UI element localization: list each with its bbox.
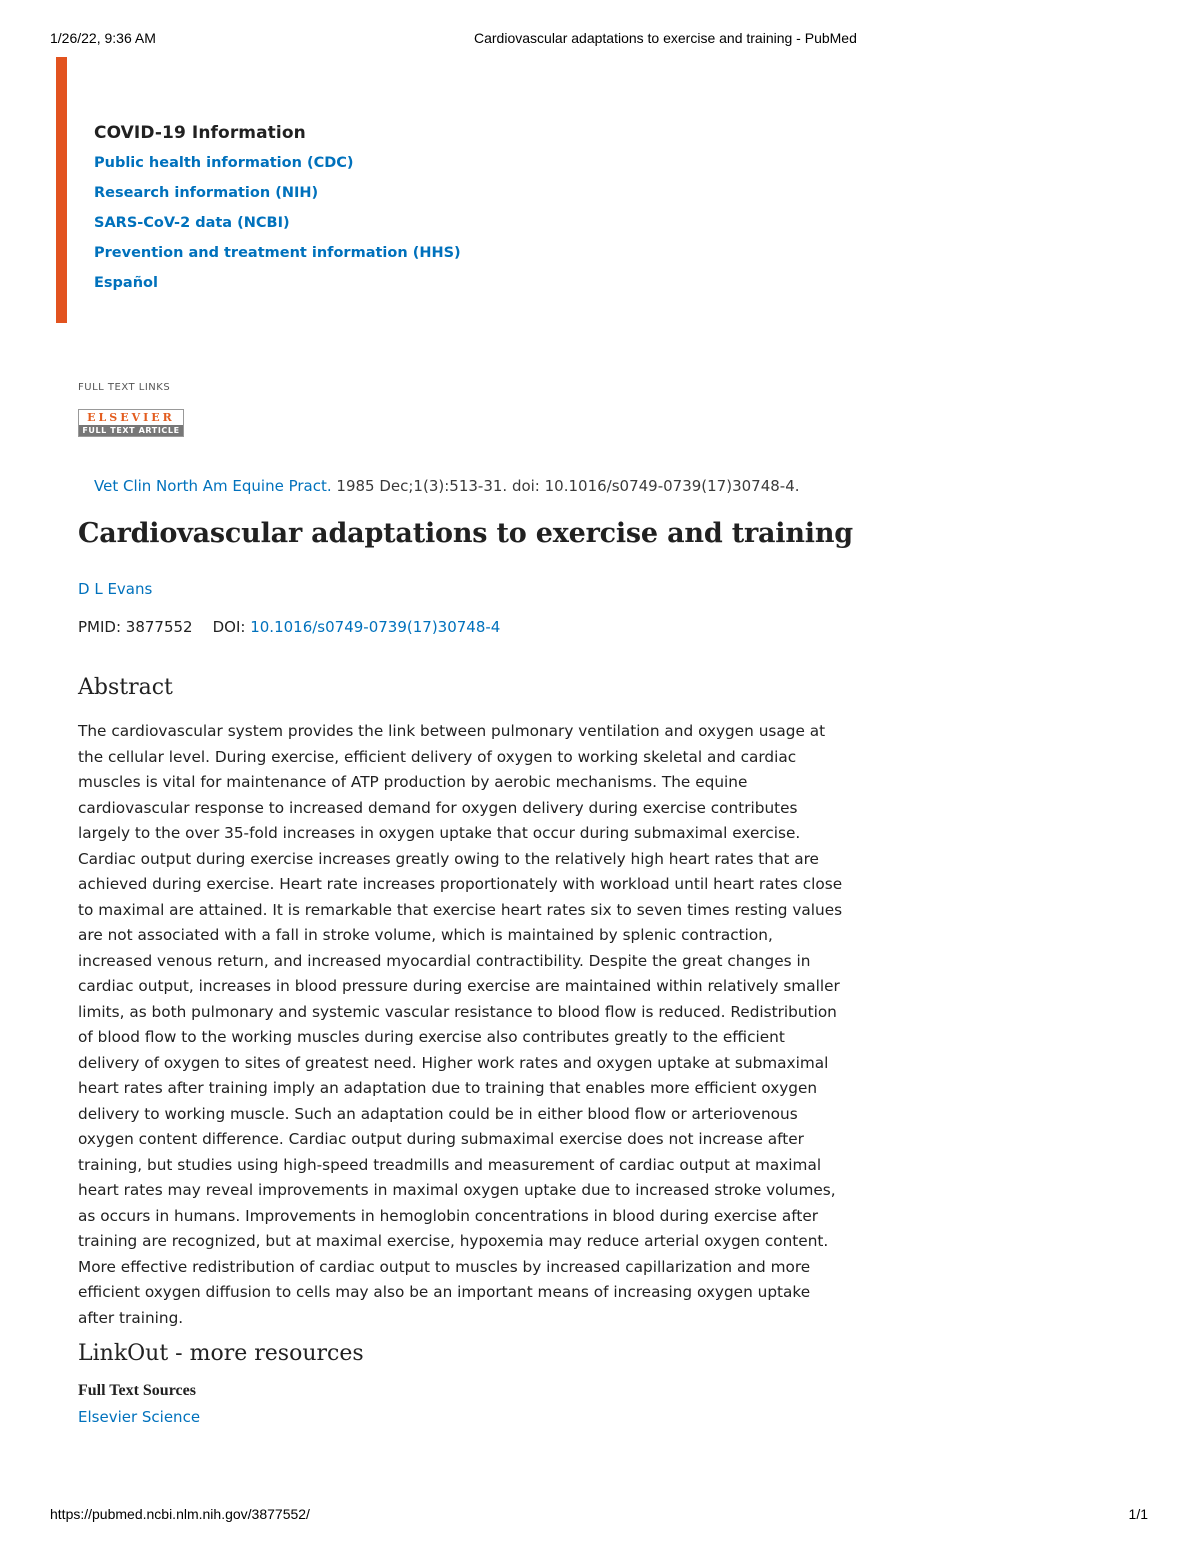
article-identifiers [78,618,500,636]
full-text-links-label: FULL TEXT LINKS [78,382,171,393]
linkout-heading: LinkOut - more resources [78,1341,364,1366]
covid-link-hhs[interactable]: Prevention and treatment information (HHS) [94,245,461,261]
covid-link-nih[interactable]: Research information (NIH) [94,185,319,201]
pmid-value: 3877552 [125,618,193,636]
print-page-number: 1/1 [1128,1506,1148,1522]
abstract-heading: Abstract [78,675,173,700]
covid-info-banner [56,57,567,323]
elsevier-full-text-button[interactable] [78,409,184,437]
covid-link-espanol[interactable]: Español [94,275,158,291]
covid-links-list [94,155,461,305]
full-text-article-text: FULL TEXT ARTICLE [79,425,183,436]
print-url: https://pubmed.ncbi.nlm.nih.gov/3877552/ [50,1506,310,1522]
print-header [50,30,1150,50]
covid-link-item [94,185,461,215]
journal-link[interactable]: Vet Clin North Am Equine Pract. [94,477,332,495]
covid-link-item [94,155,461,185]
print-page-title: Cardiovascular adaptations to exercise and training - PubMed [474,30,857,46]
covid-link-item [94,275,461,305]
journal-citation [94,477,800,495]
abstract-text: The cardiovascular system provides the link between pulmonary ventilation and oxygen usage at the cellular level. During exercise, efficient delivery of oxygen to working skeletal and cardiac muscles is vital for maintenance of ATP production by aerobic mechanisms. The equine cardiovascular response to increased demand for oxygen delivery during exercise contributes largely to the over 35-fold increases in oxygen uptake that occur during submaximal exercise. Cardiac output during exercise increases greatly owing to the relatively high heart rates that are achieved during exercise. Heart rate increases proportionately with workload until heart rates close to maximal are attained. It is remarkable that exercise heart rates six to seven times resting values are not associated with a fall in stroke volume, which is maintained by splenic contraction, increased venous return, and increased myocardial contractibility. Despite the great changes in cardiac output, increases in blood pressure during exercise are maintained within relatively smaller limits, as both pulmonary and systemic vascular resistance to blood flow is reduced. Redistribution of blood flow to the working muscles during exercise also contributes greatly to the efficient delivery of oxygen to sites of greatest need. Higher work rates and oxygen uptake at submaximal heart rates after training imply an adaptation due to training that enables more efficient oxygen delivery to working muscle. Such an adaptation could be in either blood flow or arteriovenous oxygen content difference. Cardiac output during submaximal exercise does not increase after training, but studies using high-speed treadmills and measurement of cardiac output at maximal heart rates may reveal improvements in maximal oxygen uptake due to increased stroke volumes, as occurs in humans. Improvements in hemoglobin concentrations in blood during exercise after training are recognized, but at maximal exercise, hypoxemia may reduce arterial oxygen content. More effective redistribution of cardiac output to muscles by increased capillarization and more efficient oxygen diffusion to cells may also be an important means of increasing oxygen uptake after training. [78,722,843,1327]
covid-link-ncbi[interactable]: SARS-CoV-2 data (NCBI) [94,215,290,231]
citation-details: 1985 Dec;1(3):513-31. doi: 10.1016/s0749-0739(17)30748-4. [331,477,800,495]
print-footer [50,1506,1150,1526]
pmid-label: PMID: [78,618,126,636]
print-date: 1/26/22, 9:36 AM [50,30,156,46]
doi-link[interactable]: 10.1016/s0749-0739(17)30748-4 [250,618,501,636]
covid-link-item [94,245,461,275]
covid-banner-title: COVID-19 Information [94,123,306,143]
author-link[interactable]: D L Evans [78,580,153,598]
full-text-sources-label: Full Text Sources [78,1382,196,1399]
doi-label: DOI: [212,618,251,636]
article-title: Cardiovascular adaptations to exercise and training [78,518,853,549]
elsevier-science-link[interactable]: Elsevier Science [78,1408,201,1426]
covid-link-item [94,215,461,245]
elsevier-logo-text: ELSEVIER [87,411,175,424]
covid-link-cdc[interactable]: Public health information (CDC) [94,155,354,171]
